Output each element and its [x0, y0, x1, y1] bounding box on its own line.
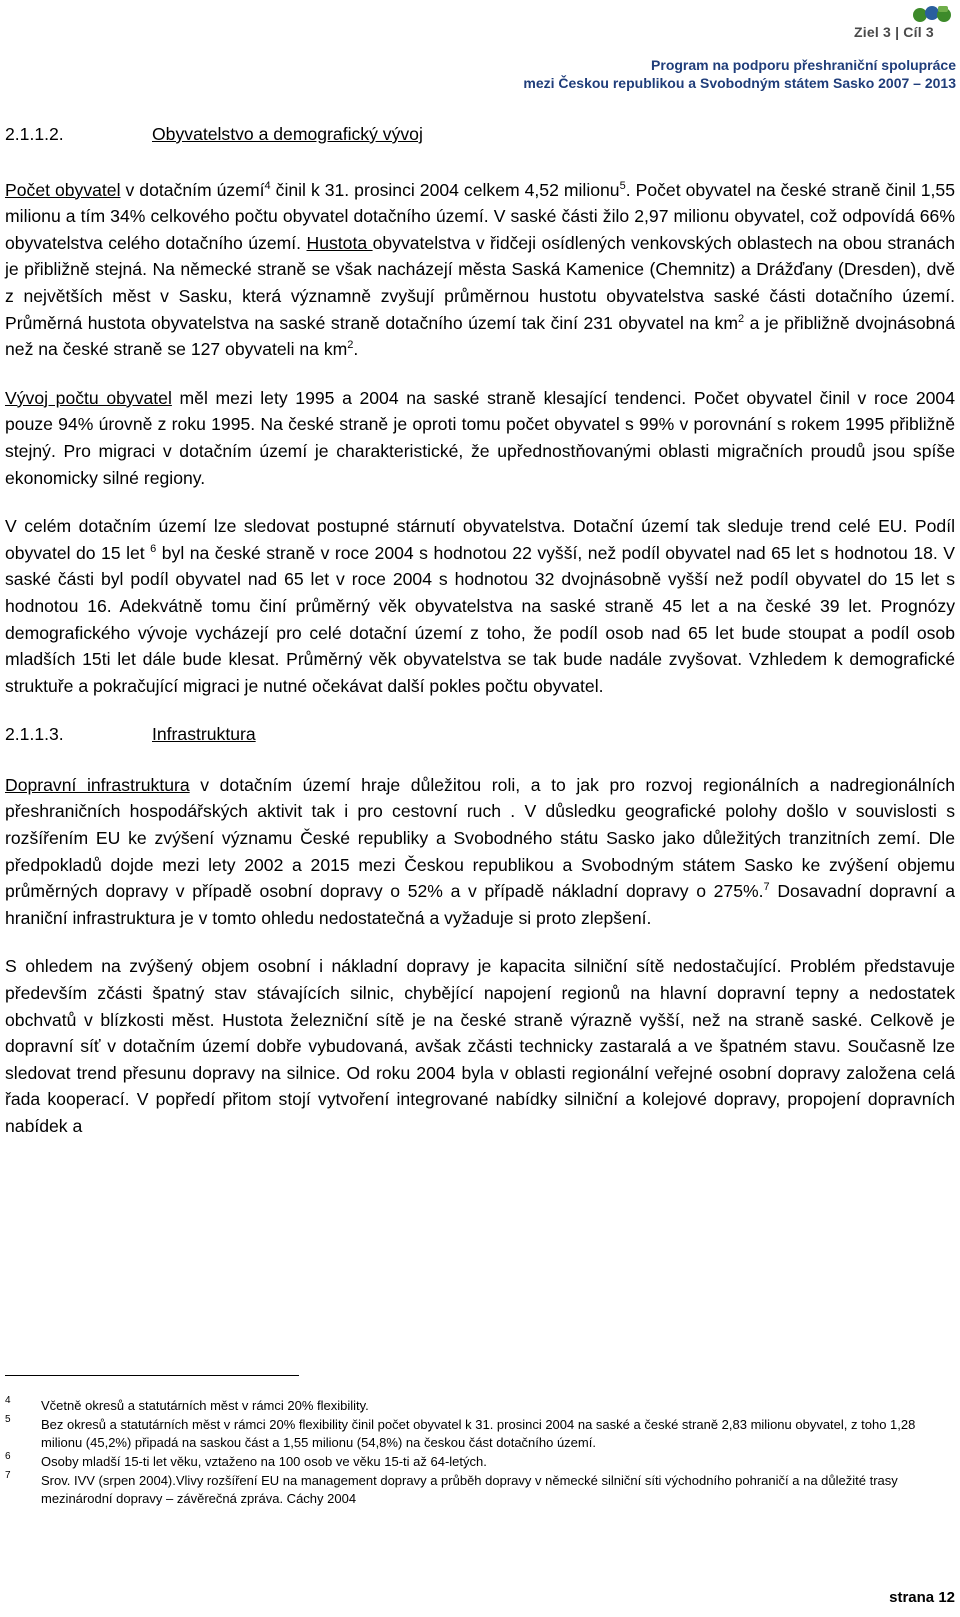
section-title: Infrastruktura: [152, 724, 256, 745]
footnote-text: Včetně okresů a statutárních měst v rámci 20% flexibility.: [41, 1398, 369, 1413]
footnote-ref-4: 4: [264, 179, 271, 192]
footnote-number: 5: [5, 1414, 11, 1425]
term-population-count: Počet obyvatel: [5, 179, 121, 200]
text: S ohledem na zvýšený objem osobní i nákladní dopravy je kapacita silniční sítě nedostačující. Problém představuje především zčásti špatný stav stávajících silnic, chybějící napojení regionů na hlavní dopravní tepny a nedostatek obchvatů v blízkosti měst. Hustota železniční sítě je na české straně výrazně vyšší, než na straně saské. Celkově je dopravní síť v dotačním území dobře vybudovaná, avšak zčásti technicky zastaralá a ve špatném stavu. Současně lze sledovat trend přesunu dopravy na silnice. Od roku 2004 byla v oblasti regionální veřejné osobní dopravy založena celá řada kooperací. V popředí přitom stojí vytvoření integrované nabídky silniční a kolejové dopravy, propojení dopravních nabídek a: [5, 956, 955, 1136]
text: měl mezi lety 1995 a 2004 na saské straně klesající tendenci. Počet obyvatel činil v roce 2004 pouze 94% úrovně z roku 1995. Na české straně je oproti tomu počet obyvatel s 99% v porovnání s rokem 1995 přibližně stejný. Pro migraci v dotačním území je charakteristické, že upřednostňovanými oblasti migračních proudů jsou spíše ekonomicky silné regiony.: [5, 387, 955, 488]
term-density: Hustota: [306, 232, 373, 253]
section-heading-demography: [5, 121, 955, 148]
section-number: 2.1.1.3.: [5, 724, 64, 745]
text: obyvatelstva v řidčeji osídlených venkovských oblastech na obou stranách je přibližně stejná. Na německé straně se však nacházejí města Saská Kamenice (Chemnitz) a Drážďany (Dresden), dvě z největších měst v Sasku, která významně zvyšují průměrnou hustotu obyvatelstva saské části dotačního území. Průměrná hustota obyvatelstva na saské straně dotačního území tak činí 231 obyvatel na km: [5, 232, 955, 333]
header-line-2: mezi Českou republikou a Svobodným státem Sasko 2007 – 2013: [523, 75, 956, 91]
footnote-4: [5, 1397, 930, 1415]
paragraph-road-network: [5, 953, 955, 1139]
paragraph-population: [5, 177, 955, 363]
footnote-text: Srov. IVV (srpen 2004).Vlivy rozšíření EU na management dopravy a průběh dopravy v německé silniční síti východního pohraničí a na důležité trasy mezinárodní dopravy – závěrečná zpráva. Cáchy 2004: [41, 1473, 898, 1506]
term-population-development: Vývoj počtu obyvatel: [5, 387, 172, 408]
term-transport-infrastructure: Dopravní infrastruktura: [5, 774, 190, 795]
footnote-ref-6: 6: [150, 542, 157, 555]
superscript-2: 2: [347, 339, 354, 352]
paragraph-transport: [5, 772, 955, 932]
footnote-number: 7: [5, 1470, 11, 1481]
program-header: [523, 56, 956, 92]
section-title: Obyvatelstvo a demografický vývoj: [152, 124, 423, 144]
paragraph-aging: [5, 513, 955, 699]
footnote-text: Bez okresů a statutárních měst v rámci 20% flexibility činil počet obyvatel k 31. prosinci 2004 na saské a české straně 2,83 milionu obyvatel, z toho 1,28 milionu (45,2%) připadá na saskou část a 1,55 milionu (54,8%) na českou část dotačního území.: [41, 1417, 916, 1450]
header-line-1: Program na podporu přeshraniční spolupráce: [651, 57, 956, 73]
footnote-5: [5, 1416, 930, 1452]
footnote-7: [5, 1472, 930, 1508]
footnote-ref-7: 7: [763, 881, 770, 894]
text: činil k 31. prosinci 2004 celkem 4,52 milionu: [270, 179, 620, 200]
footnote-text: Osoby mladší 15-ti let věku, vztaženo na 100 osob ve věku 15-ti až 64-letých.: [41, 1454, 487, 1469]
footnote-ref-5: 5: [619, 179, 626, 192]
text: Dosavadní dopravní a hraniční infrastruktura je v tomto ohledu nedostatečná a vyžaduje si proto zlepšení.: [5, 881, 955, 928]
section-heading-infrastructure: [5, 721, 955, 748]
footnote-number: 4: [5, 1395, 11, 1406]
paragraph-population-development: [5, 385, 955, 491]
text: v dotačním území: [120, 179, 265, 200]
text: v dotačním území hraje důležitou roli, a to jak pro rozvoj regionálních a nadregionálních přeshraničních hospodářských aktivit tak i pro cestovní ruch . V důsledku geografické polohy došlo v souvislosti s rozšířením EU ke zvýšení významu České republiky a Svobodného státu Sasko jako důležitých tranzitních zemí. Dle předpokladů dojde mezi lety 2002 a 2015 mezi Českou republikou a Svobodným státem Sasko ke zvýšení objemu průměrných dopravy v případě osobní dopravy o 52% a v případě nákladní dopravy o 275%.: [5, 774, 955, 902]
footnote-number: 6: [5, 1451, 11, 1462]
footnotes: [5, 1397, 930, 1509]
logo-text: Ziel 3 | Cíl 3: [854, 24, 934, 40]
footnote-separator: [5, 1375, 299, 1376]
page-number: strana 12: [889, 1589, 955, 1606]
section-number: 2.1.1.2.: [5, 124, 64, 144]
footnote-6: [5, 1453, 930, 1471]
text: byl na české straně v roce 2004 s hodnotou 22 vyšší, než podíl obyvatel nad 65 let s hodnotou 18. V saské části byl podíl obyvatel nad 65 let v roce 2004 s hodnotou 32 dvojnásobně vyšší než podíl obyvatel do 15 let s hodnotou 16. Adekvátně tomu činí průměrný věk obyvatelstva na saské straně 45 let a na české 39 let. Prognózy demografického vývoje vycházejí pro celé dotační území z toho, že podíl osob nad 65 let bude stoupat a podíl osob mladších 15ti let dále bude klesat. Průměrný věk obyvatelstva se tak bude nadále zvyšovat. Vzhledem k demografické struktuře a pokračující migraci je nutné očekávat další pokles počtu obyvatel.: [5, 542, 955, 696]
superscript-2: 2: [737, 312, 745, 325]
text: a je přibližně dvojnásobná než na české straně se 127 obyvateli na km: [5, 312, 955, 360]
ziel3-cil3-logo: [852, 4, 956, 40]
document-body: [5, 121, 955, 1162]
text: V celém dotačním území lze sledovat postupné stárnutí obyvatelstva. Dotační území tak sleduje trend celé EU. Podíl obyvatel do 15 let: [5, 516, 955, 563]
puzzle-logo-icon: [910, 4, 954, 26]
text: . Počet obyvatel na české straně činil 1,55 milionu a tím 34% celkového počtu obyvatel dotačního území. V saské části žilo 2,97 milionu obyvatel, což odpovídá 66% obyvatelstva celého dotačního území.: [5, 179, 955, 253]
text: .: [353, 339, 359, 360]
